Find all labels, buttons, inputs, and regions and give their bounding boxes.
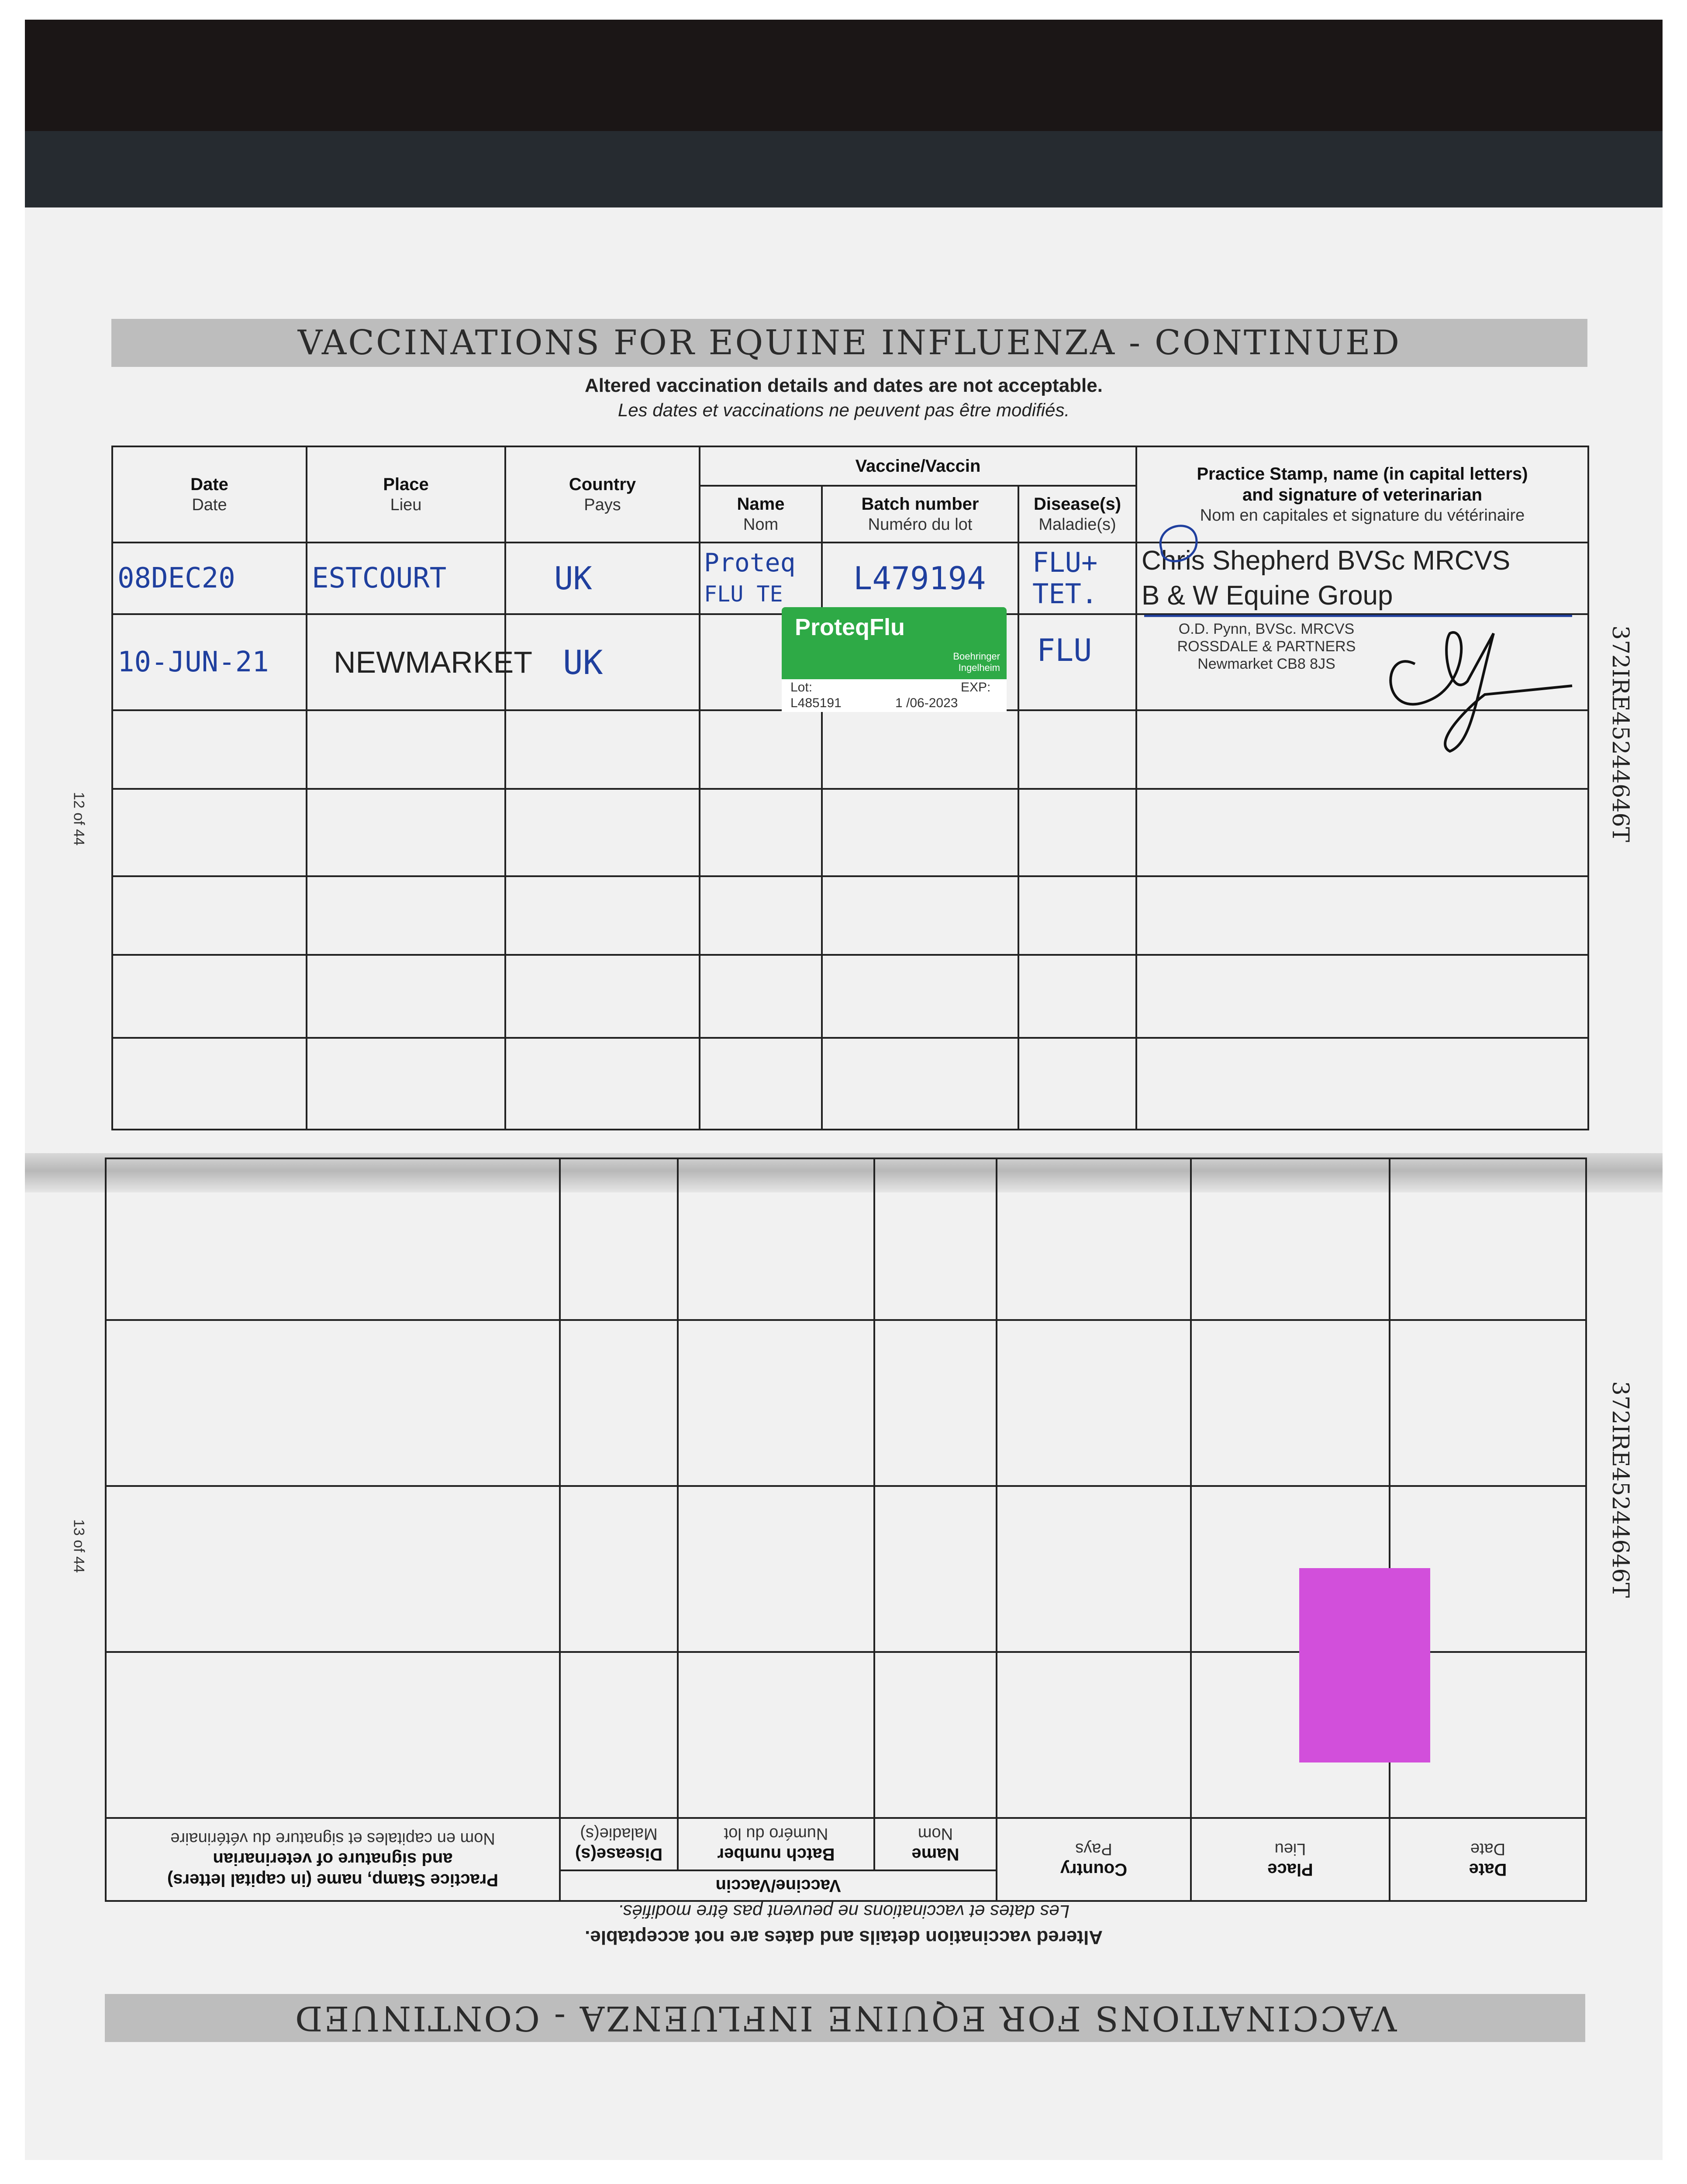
- passport-number-bottom: 372IRE45244646T: [1607, 1381, 1633, 1598]
- header-country: Country Pays: [505, 446, 700, 543]
- stamp-practice: ROSSDALE & PARTNERS: [1177, 638, 1356, 655]
- table-row: [112, 1038, 1588, 1130]
- header-place: Place Lieu: [307, 446, 505, 543]
- entry-disease-2: TET.: [1032, 578, 1098, 610]
- header-disease-inverted: Disease(s) Maladie(s): [560, 1818, 678, 1870]
- vaccine-batch-sticker: [782, 607, 1007, 712]
- vet-stamp-practice: B & W Equine Group: [1142, 581, 1393, 611]
- header-practice-stamp: Practice Stamp, name (in capital letters) and signature of veterinarian Nom en capitales et signature du vétérinaire: [1136, 446, 1588, 543]
- header-batch: Batch number Numéro du lot: [822, 486, 1018, 543]
- sticker-lot-value: L485191: [790, 696, 842, 710]
- sticker-brand: ProteqFlu: [795, 614, 905, 640]
- page-banner: [111, 319, 1587, 367]
- sticker-exp-label: EXP:: [961, 680, 991, 695]
- highlight-mark: [1299, 1568, 1430, 1762]
- header-name-inverted: Name Nom: [874, 1818, 997, 1870]
- header-batch-inverted: Batch number Numéro du lot: [678, 1818, 874, 1870]
- table-row: [112, 876, 1588, 955]
- entry-disease: FLU+: [1032, 546, 1098, 578]
- entry-country: UK: [563, 643, 603, 682]
- sticker-lot-label: Lot:: [790, 680, 813, 695]
- header-name: Name Nom: [700, 486, 822, 543]
- entry-date: 08DEC20: [117, 562, 235, 594]
- table-row: [112, 789, 1588, 876]
- alteration-note-fr: Les dates et vaccinations ne peuvent pas être modifiés.: [618, 400, 1070, 420]
- passport-number-top: 372IRE45244646T: [1607, 625, 1633, 843]
- vet-signature-graphic: [1135, 515, 1598, 760]
- scan-edge: [25, 131, 1663, 207]
- entry-disease: FLU: [1037, 632, 1092, 668]
- scanner-top: [0, 0, 1687, 218]
- alteration-note-en-inverted: Altered vaccination details and dates are not acceptable.: [585, 1927, 1103, 1948]
- entry-place: ESTCOURT: [312, 562, 447, 594]
- table-row: [112, 955, 1588, 1038]
- vaccination-table-bottom: [105, 1158, 1587, 1902]
- stamp-address: Newmarket CB8 8JS: [1197, 656, 1335, 672]
- header-country-inverted: Country Pays: [997, 1818, 1191, 1901]
- entry-vaccine-name: Proteq: [704, 548, 796, 577]
- entry-place: NEWMARKET: [334, 645, 532, 679]
- entry-date: 10-JUN-21: [117, 646, 269, 678]
- vet-stamp-name: Chris Shepherd BVSc MRCVS: [1142, 546, 1511, 576]
- header-vaccine-inverted: Vaccine/Vaccin: [560, 1870, 997, 1901]
- header-place-inverted: Place Lieu: [1191, 1818, 1390, 1901]
- sticker-maker: Boehringer Ingelheim: [953, 651, 1000, 673]
- page-title: VACCINATIONS FOR EQUINE INFLUENZA - CONTINUED: [297, 323, 1401, 363]
- page-title-inverted: VACCINATIONS FOR EQUINE INFLUENZA - CONTINUED: [293, 1998, 1397, 2038]
- sticker-lot-panel: [782, 679, 1007, 712]
- table-row: [106, 1158, 1586, 1320]
- header-practice-stamp-inverted: Practice Stamp, name (in capital letters) and signature of veterinarian Nom en capitales et signature du vétérinaire: [106, 1818, 560, 1901]
- entry-country: UK: [554, 560, 592, 597]
- page-number-bottom: 13 of 44: [70, 1519, 87, 1573]
- sticker-exp-value: 1 /06-2023: [895, 696, 958, 710]
- stamp-vet-name: O.D. Pynn, BVSc. MRCVS: [1178, 621, 1355, 637]
- alteration-note-fr-inverted: Les dates et vaccinations ne peuvent pas être modifiés.: [618, 1901, 1070, 1922]
- entry-vaccine-name-2: FLU TE: [704, 581, 783, 607]
- header-date-inverted: Date Date: [1390, 1818, 1586, 1901]
- header-vaccine: Vaccine/Vaccin: [700, 446, 1136, 486]
- header-disease: Disease(s) Maladie(s): [1018, 486, 1136, 543]
- header-date: Date Date: [112, 446, 307, 543]
- alteration-note-en: Altered vaccination details and dates are not acceptable.: [585, 375, 1103, 396]
- entry-batch: L479194: [853, 560, 986, 597]
- page-number-top: 12 of 44: [70, 792, 87, 846]
- page-banner-inverted: [105, 1994, 1585, 2042]
- table-row: [106, 1320, 1586, 1486]
